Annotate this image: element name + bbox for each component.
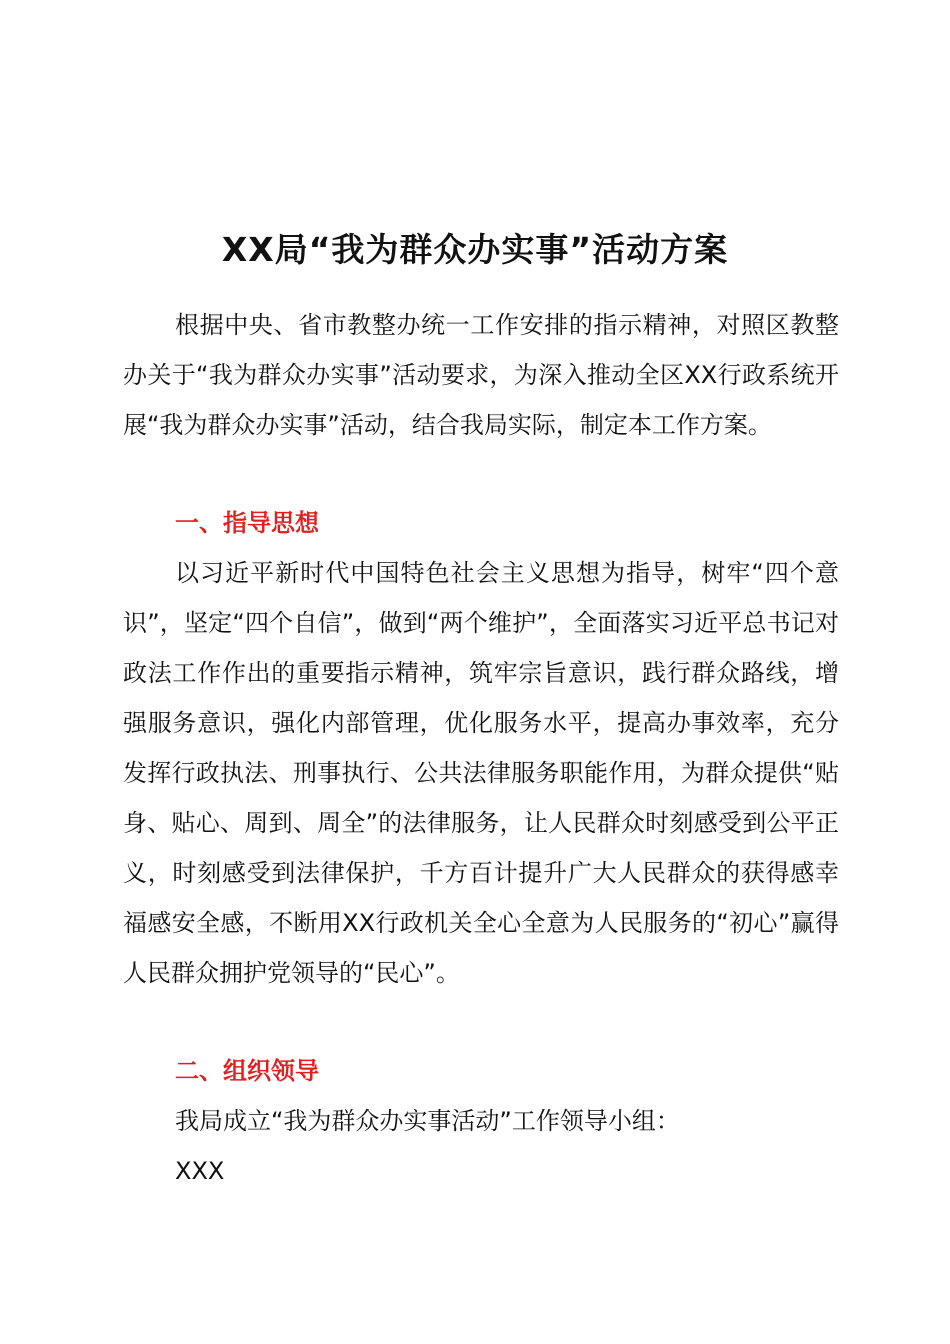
document-title: XX局“我为群众办实事”活动方案 [221, 230, 729, 269]
section-heading-organization: 二、组织领导 [175, 1057, 319, 1085]
intro-paragraph: 根据中央、省市教整办统一工作安排的指示精神，对照区教整办关于“我为群众办实事”活动要求，为深入推动全区XX行政系统开展“我为群众办实事”活动，结合我局实际，制定本工作方案。 [123, 311, 839, 439]
leader-name: XXX [175, 1157, 225, 1185]
guiding-ideology-paragraph: 以习近平新时代中国特色社会主义思想为指导，树牢“四个意识”，坚定“四个自信”，做到“两个维护”，全面落实习近平总书记对政法工作作出的重要指示精神，筑牢宗旨意识，践行群众路线，增强服务意识，强化内部管理，优化服务水平，提高办事效率，充分发挥行政执法、刑事执行、公共法律服务职能作用，为群众提供“贴身、贴心、周到、周全”的法律服务，让人民群众时刻感受到公平正义，时刻感受到法律保护，千方百计提升广大人民群众的获得感幸福感安全感，不断用XX行政机关全心全意为人民服务的“初心”赢得人民群众拥护党领导的“民心”。 [123, 559, 839, 987]
organization-paragraph: 我局成立“我为群众办实事活动”工作领导小组： [175, 1107, 680, 1135]
section-heading-guiding-ideology: 一、指导思想 [175, 509, 319, 537]
